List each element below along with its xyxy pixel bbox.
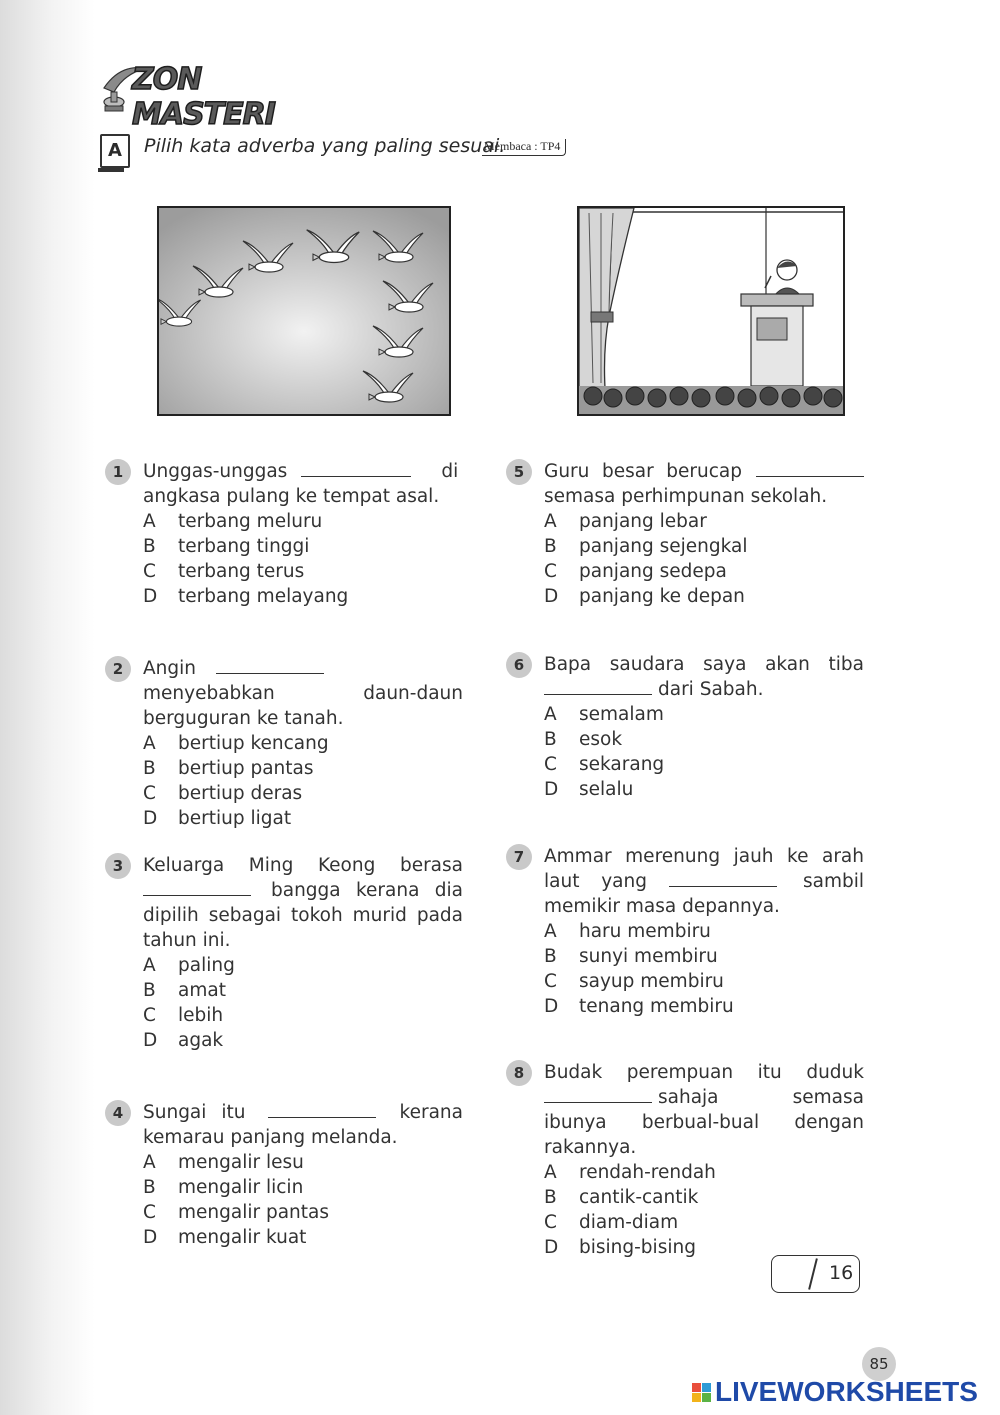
question-7 (513, 844, 864, 1019)
options-list (143, 1150, 463, 1250)
question-number: 6 (506, 652, 532, 678)
question-text: Unggas-unggas di angkasa pulang ke tempat asal. (143, 461, 459, 507)
answer-blank[interactable] (216, 657, 324, 674)
question-number: 1 (105, 459, 131, 485)
question-number: 4 (105, 1100, 131, 1126)
answer-blank[interactable] (669, 870, 777, 887)
question-text: Ammar merenung jauh ke arah laut yang sambil memikir masa depannya. (544, 846, 864, 917)
question-text: Sungai itu kerana kemarau panjang melanda. (143, 1102, 463, 1148)
zon-masteri-logo (100, 58, 340, 132)
option-c[interactable]: C bertiup deras (143, 783, 303, 804)
options-list (544, 509, 864, 609)
option-c[interactable]: C sekarang (544, 754, 665, 775)
option-d[interactable]: D agak (143, 1030, 224, 1051)
options-list (544, 702, 864, 802)
page-binding-shadow (0, 0, 95, 1415)
option-a[interactable]: A terbang meluru (143, 511, 323, 532)
score-total: 16 (829, 1262, 854, 1284)
option-d[interactable]: D terbang melayang (143, 586, 349, 607)
option-c[interactable]: C panjang sedepa (544, 561, 727, 582)
option-d[interactable]: D bising-bising (544, 1237, 696, 1258)
option-c[interactable]: C lebih (143, 1005, 224, 1026)
options-list (544, 1160, 864, 1260)
question-4 (112, 1100, 463, 1250)
section-label: A (100, 134, 130, 168)
option-c[interactable]: C terbang terus (143, 561, 305, 582)
answer-blank[interactable] (268, 1101, 376, 1118)
answer-blank[interactable] (544, 1086, 652, 1103)
option-a[interactable]: A paling (143, 955, 235, 976)
option-b[interactable]: B cantik-cantik (544, 1187, 699, 1208)
question-text: Bapa saudara saya akan tiba dari Sabah. (544, 654, 864, 700)
option-b[interactable]: B sunyi membiru (544, 946, 718, 967)
option-a[interactable]: A mengalir lesu (143, 1152, 304, 1173)
question-8 (513, 1060, 864, 1260)
question-number: 8 (506, 1060, 532, 1086)
option-a[interactable]: A semalam (544, 704, 664, 725)
option-b[interactable]: B bertiup pantas (143, 758, 314, 779)
question-number: 7 (506, 844, 532, 870)
question-5 (513, 459, 864, 609)
logo-title: ZON MASTERI (132, 62, 275, 132)
score-slash (808, 1258, 818, 1290)
question-number: 2 (105, 656, 131, 682)
question-number: 5 (506, 459, 532, 485)
answer-blank[interactable] (143, 879, 251, 896)
option-a[interactable]: A haru membiru (544, 921, 711, 942)
options-list (143, 953, 463, 1053)
question-text: Guru besar berucap semasa perhimpunan sekolah. (544, 459, 864, 509)
option-b[interactable]: B esok (544, 729, 623, 750)
options-list (544, 919, 864, 1019)
option-d[interactable]: D tenang membiru (544, 996, 734, 1017)
question-6 (513, 652, 864, 802)
question-text: Anginmenyebabkan daun-daun berguguran ke tanah. (143, 658, 463, 729)
question-2 (112, 656, 463, 831)
question-1 (112, 459, 463, 609)
option-b[interactable]: B amat (143, 980, 226, 1001)
option-a[interactable]: A bertiup kencang (143, 733, 329, 754)
option-d[interactable]: D panjang ke depan (544, 586, 745, 607)
question-text: Budak perempuan itu duduk sahaja semasa ibunya berbual-bual dengan rakannya. (544, 1062, 864, 1158)
skill-badge: Membaca : TP4 (482, 139, 566, 156)
option-c[interactable]: C diam-diam (544, 1212, 679, 1233)
answer-blank[interactable] (301, 460, 411, 477)
option-c[interactable]: C sayup membiru (544, 971, 724, 992)
score-box (771, 1255, 860, 1293)
option-d[interactable]: D mengalir kuat (143, 1227, 307, 1248)
liveworksheets-brand: LIVEWORKSHEETS (715, 1376, 978, 1407)
options-list (143, 509, 463, 609)
answer-blank[interactable] (544, 678, 652, 695)
answer-blank[interactable] (756, 460, 864, 477)
liveworksheets-logo (692, 1378, 978, 1406)
option-d[interactable]: D bertiup ligat (143, 808, 292, 829)
liveworksheets-icon (692, 1383, 711, 1402)
option-a[interactable]: A panjang lebar (544, 511, 707, 532)
option-b[interactable]: B mengalir licin (143, 1177, 304, 1198)
option-b[interactable]: B terbang tinggi (143, 536, 310, 557)
option-c[interactable]: C mengalir pantas (143, 1202, 330, 1223)
speech-illustration (577, 206, 845, 416)
instruction-text: Pilih kata adverba yang paling sesuai. (144, 135, 506, 157)
option-d[interactable]: D selalu (544, 779, 634, 800)
birds-illustration (157, 206, 451, 416)
page-number: 85 (862, 1347, 896, 1381)
options-list (143, 731, 463, 831)
option-b[interactable]: B panjang sejengkal (544, 536, 748, 557)
section-header (100, 132, 700, 172)
question-3 (112, 853, 463, 1053)
option-a[interactable]: A rendah-rendah (544, 1162, 716, 1183)
question-number: 3 (105, 853, 131, 879)
question-text: Keluarga Ming Keong berasa bangga kerana dia dipilih sebagai tokoh murid pada tahun ini. (143, 855, 463, 951)
